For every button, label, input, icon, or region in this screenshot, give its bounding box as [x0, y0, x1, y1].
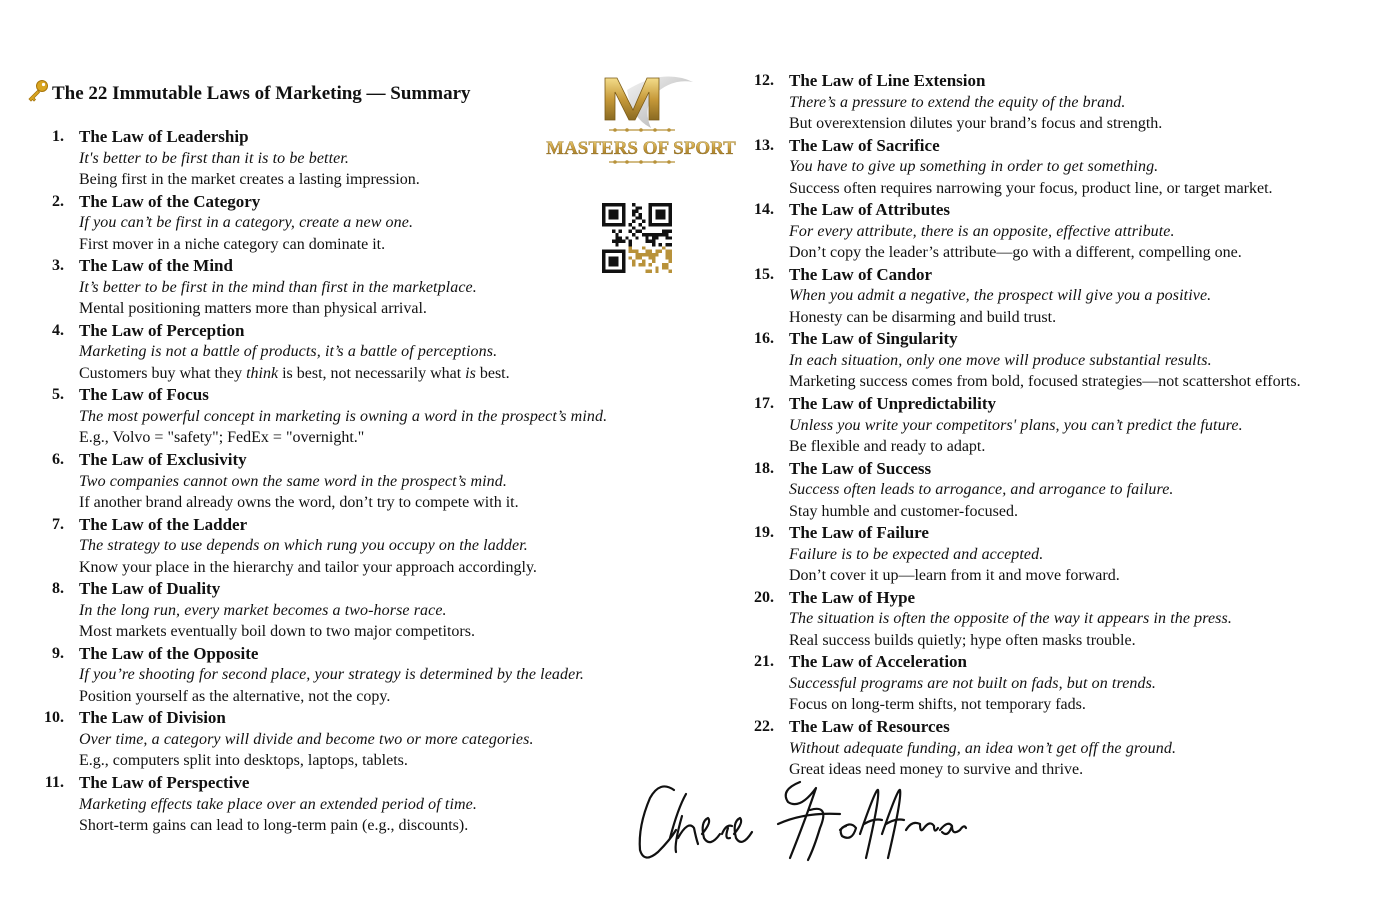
law-name: The Law of the Category: [79, 191, 261, 211]
law-description-part: best.: [475, 364, 510, 382]
law-quote: Over time, a category will divide and become two or more categories.: [79, 730, 534, 748]
law-number: 7.: [52, 515, 64, 533]
law-number: 20.: [754, 588, 774, 606]
law-body: [79, 707, 679, 772]
law-description: Don’t copy the leader’s attribute—go with a different, compelling one.: [789, 244, 1242, 262]
law-name: The Law of the Ladder: [79, 514, 248, 534]
law-number: 22.: [754, 718, 774, 735]
law-body: [789, 264, 1389, 329]
law-name: The Law of Acceleration: [789, 652, 967, 672]
law-number: 16.: [754, 330, 774, 348]
key-icon: [26, 78, 52, 108]
law-name: The Law of Duality: [79, 579, 221, 599]
law-quote: Without adequate funding, an idea won’t get off the ground.: [789, 739, 1177, 757]
law-name: The Law of Unpredictability: [789, 394, 997, 413]
law-quote: When you admit a negative, the prospect will give you a positive.: [789, 287, 1212, 305]
law-name: The Law of the Mind: [79, 256, 233, 276]
law-description: Position yourself as the alternative, not the copy.: [79, 687, 391, 705]
law-quote: The strategy to use depends on which rung you occupy on the ladder.: [79, 537, 528, 555]
law-body: [789, 651, 1389, 716]
law-body: [789, 522, 1389, 587]
law-body: [789, 199, 1389, 264]
law-body: [789, 393, 1389, 458]
law-name: The Law of the Opposite: [79, 643, 259, 663]
law-name: The Law of Sacrifice: [789, 135, 940, 155]
law-body: [789, 458, 1389, 523]
law-name: The Law of Failure: [789, 523, 929, 543]
law-body: [79, 449, 679, 514]
law-description: [79, 363, 679, 385]
law-number: 11.: [44, 774, 64, 791]
law-number: 6.: [52, 451, 64, 468]
law-description: Short-term gains can lead to long-term pain (e.g., discounts).: [79, 817, 469, 834]
law-number: 15.: [754, 265, 774, 283]
law-name: The Law of Exclusivity: [79, 450, 247, 469]
law-name: The Law of Candor: [789, 264, 933, 284]
law-number: 12.: [754, 72, 774, 89]
law-quote: The situation is often the opposite of the way it appears in the press.: [789, 610, 1232, 628]
law-name: The Law of Line Extension: [789, 71, 986, 90]
law-description: Know your place in the hierarchy and tailor your approach accordingly.: [79, 558, 537, 576]
law-name: The Law of Attributes: [789, 200, 951, 220]
law-body: [79, 384, 679, 449]
law-quote: If you can’t be first in a category, create a new one.: [79, 214, 414, 232]
law-body: [789, 328, 1389, 393]
law-number: 21.: [754, 653, 774, 671]
law-quote: It’s better to be first in the mind than first in the marketplace.: [79, 278, 477, 296]
law-description-part: think: [246, 364, 279, 382]
law-body: [79, 255, 679, 320]
law-description: First mover in a niche category can dominate it.: [79, 235, 386, 253]
law-number: 13.: [754, 136, 774, 154]
signature: [630, 768, 970, 868]
law-body: [789, 70, 1389, 135]
law-description: E.g., computers split into desktops, laptops, tablets.: [79, 752, 408, 770]
law-number: 3.: [52, 257, 64, 275]
law-description: Great ideas need money to survive and thrive.: [789, 761, 1084, 778]
law-number: 14.: [754, 201, 774, 219]
page-title: [26, 78, 471, 108]
law-number: 8.: [52, 580, 64, 598]
law-quote: There’s a pressure to extend the equity of the brand.: [789, 93, 1126, 111]
law-description: Be flexible and ready to adapt.: [789, 438, 986, 455]
law-quote: For every attribute, there is an opposite, effective attribute.: [789, 222, 1175, 240]
law-quote: Marketing effects take place over an extended period of time.: [79, 795, 477, 813]
law-name: The Law of Focus: [79, 385, 209, 405]
law-number: 1.: [52, 128, 64, 145]
law-description: Being first in the market creates a lasting impression.: [79, 171, 420, 188]
law-quote: The most powerful concept in marketing is owning a word in the prospect’s mind.: [79, 407, 608, 425]
law-quote: Two companies cannot own the same word in the prospect’s mind.: [79, 472, 507, 490]
law-description: Focus on long-term shifts, not temporary fads.: [789, 696, 1086, 714]
law-body: [79, 643, 679, 708]
law-number: 18.: [754, 459, 774, 477]
law-quote: Successful programs are not built on fads, but on trends.: [789, 674, 1157, 692]
law-body: [789, 587, 1389, 652]
law-body: [79, 320, 679, 385]
law-number: 4.: [52, 321, 64, 339]
law-quote: Unless you write your competitors' plans, you can’t predict the future.: [789, 416, 1243, 434]
law-body: [79, 191, 679, 256]
law-quote: Success often leads to arrogance, and arrogance to failure.: [789, 481, 1174, 499]
page-title-text: The 22 Immutable Laws of Marketing — Summary: [52, 83, 471, 104]
law-name: The Law of Singularity: [789, 329, 958, 349]
law-description-part: is: [465, 364, 476, 382]
law-description: Mental positioning matters more than physical arrival.: [79, 300, 427, 318]
law-description-part: is best, not necessarily what: [278, 364, 466, 382]
law-quote: Failure is to be expected and accepted.: [789, 545, 1044, 563]
brand-name: MASTERS OF SPORT: [546, 138, 736, 159]
law-name: The Law of Hype: [789, 587, 916, 607]
law-description: Real success builds quietly; hype often masks trouble.: [789, 631, 1136, 649]
law-description: Stay humble and customer-focused.: [789, 502, 1018, 520]
law-description: Most markets eventually boil down to two major competitors.: [79, 623, 475, 641]
law-body: [79, 772, 679, 837]
law-name: The Law of Resources: [789, 717, 950, 736]
law-name: The Law of Success: [789, 458, 932, 478]
law-description: E.g., Volvo = "safety"; FedEx = "overnight.": [79, 429, 365, 447]
law-name: The Law of Division: [79, 708, 226, 728]
law-quote: It's better to be first than it is to be better.: [79, 149, 349, 167]
law-name: The Law of Perspective: [79, 773, 250, 792]
law-body: [789, 135, 1389, 200]
law-number: 5.: [52, 386, 64, 404]
law-quote: You have to give up something in order to get something.: [789, 158, 1159, 176]
law-description: Success often requires narrowing your focus, product line, or target market.: [789, 179, 1273, 197]
law-quote: Marketing is not a battle of products, it’s a battle of perceptions.: [79, 343, 498, 361]
law-quote: In the long run, every market becomes a two-horse race.: [79, 601, 447, 619]
law-description: Marketing success comes from bold, focused strategies—not scattershot efforts.: [789, 373, 1301, 391]
law-body: [79, 514, 679, 579]
law-description: Don’t cover it up—learn from it and move forward.: [789, 567, 1120, 585]
law-name: The Law of Leadership: [79, 127, 249, 146]
law-description-part: Customers buy what they: [79, 364, 247, 382]
law-description: If another brand already owns the word, don’t try to compete with it.: [79, 494, 519, 511]
law-body: [79, 578, 679, 643]
law-number: 9.: [52, 644, 64, 662]
law-quote: If you’re shooting for second place, your strategy is determined by the leader.: [79, 666, 584, 684]
law-number: 10.: [44, 709, 64, 727]
law-number: 19.: [754, 524, 774, 542]
law-quote: In each situation, only one move will produce substantial results.: [789, 351, 1212, 369]
law-description: But overextension dilutes your brand’s focus and strength.: [789, 115, 1163, 132]
law-number: 2.: [52, 192, 64, 210]
law-number: 17.: [754, 395, 774, 412]
law-body: [79, 126, 679, 191]
law-description: Honesty can be disarming and build trust.: [789, 308, 1057, 326]
law-name: The Law of Perception: [79, 320, 245, 340]
